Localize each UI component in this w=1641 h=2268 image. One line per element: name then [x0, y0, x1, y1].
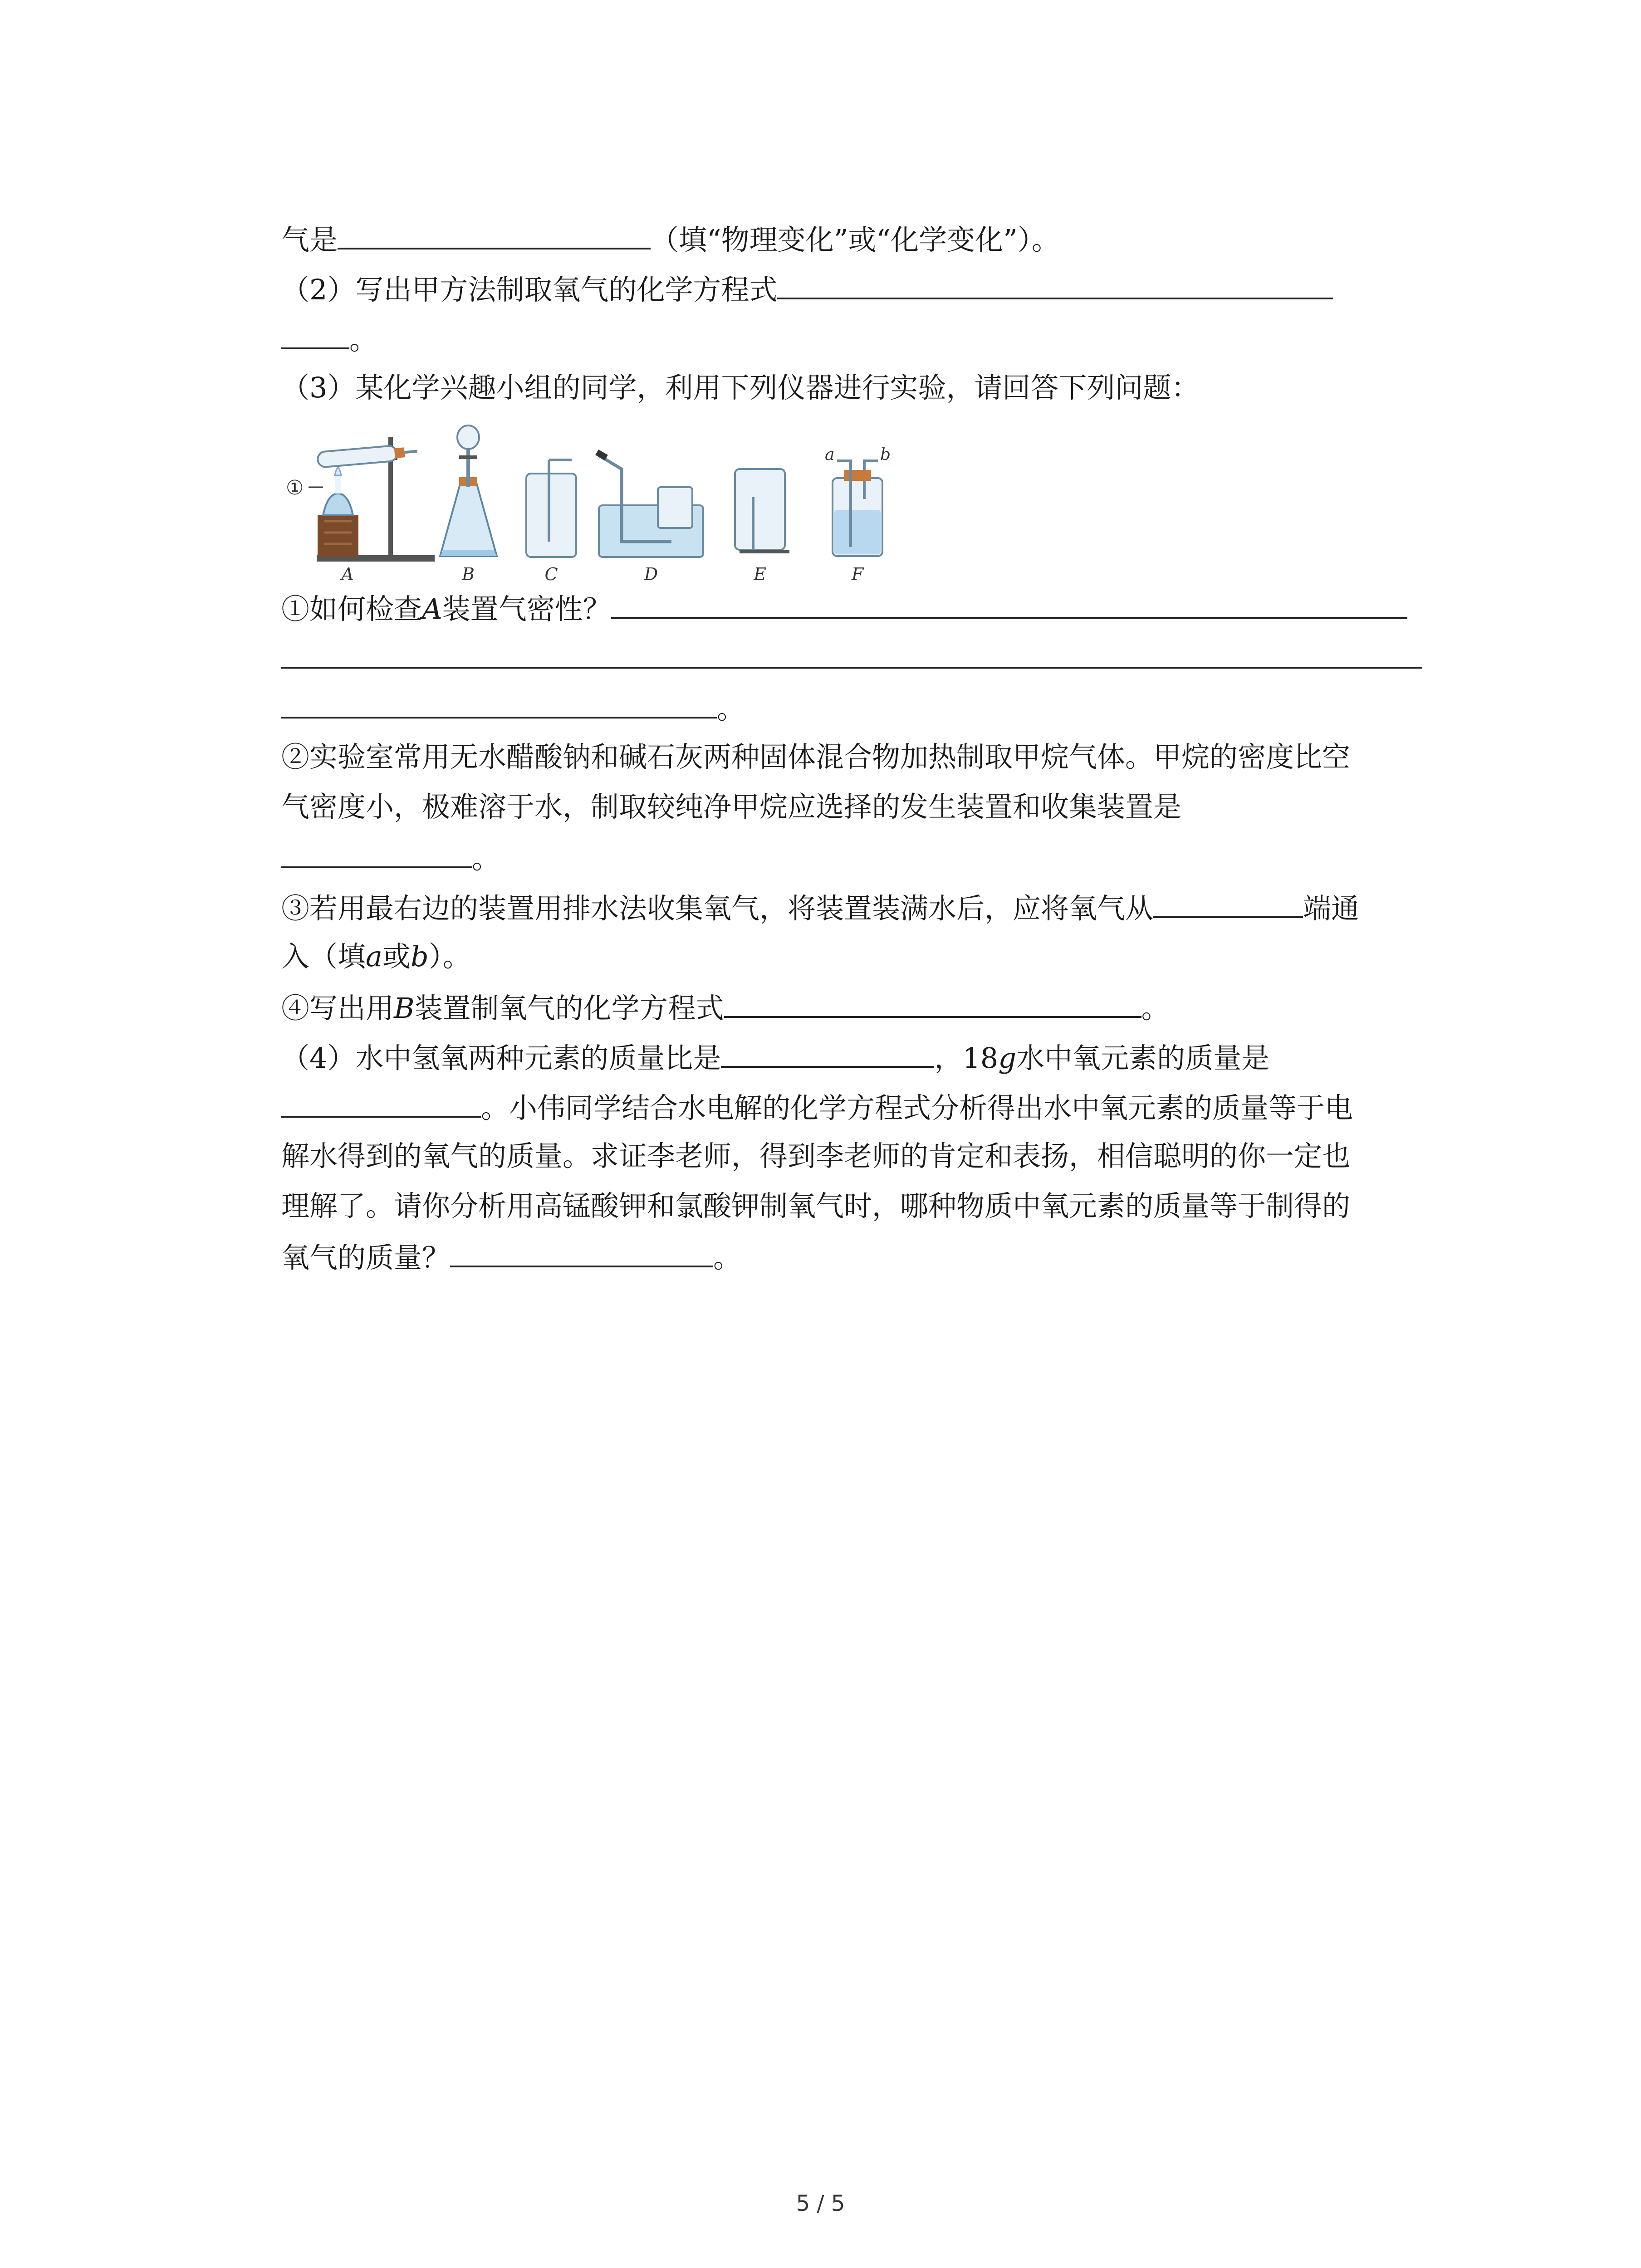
q1-line-2: [281, 632, 1443, 682]
text: 或: [382, 940, 411, 973]
apparatus-illustration: [281, 419, 926, 582]
apparatus-f: [825, 445, 891, 582]
text: 气是: [281, 223, 338, 256]
text: 。: [713, 1241, 742, 1274]
line-4: [281, 363, 1443, 413]
port-b: b: [880, 445, 891, 464]
part4-line-5: [281, 1231, 1443, 1281]
line-1: [281, 213, 1443, 263]
text: 氧气的质量？: [281, 1241, 451, 1274]
apparatus-figure: [281, 419, 926, 582]
page-number: 5 / 5: [796, 2191, 845, 2216]
apparatus-c: [526, 460, 576, 582]
answer-blank[interactable]: [777, 263, 1333, 299]
answer-blank[interactable]: [281, 682, 717, 719]
line-2: [281, 263, 1443, 313]
answer-blank[interactable]: [450, 1231, 713, 1267]
q2-line-2: [281, 782, 1443, 832]
label-c: C: [544, 564, 558, 582]
answer-blank[interactable]: [611, 582, 1407, 619]
text: ③若用最右边的装置用排水法收集氧气，将装置装满水后，应将氧气从: [281, 892, 1154, 925]
answer-blank[interactable]: [721, 1031, 934, 1068]
text: 装置制氧气的化学方程式: [414, 992, 724, 1025]
marker-1: ①: [286, 476, 304, 499]
text: （3）某化学兴趣小组的同学，利用下列仪器进行实验，请回答下列问题：: [281, 371, 1200, 404]
text: 。: [472, 842, 500, 875]
text: ）。: [428, 940, 471, 973]
label-f: F: [851, 564, 864, 582]
var-b: b: [411, 940, 429, 973]
text: 水中氧元素的质量是: [1016, 1041, 1270, 1075]
answer-blank[interactable]: [338, 213, 651, 249]
answer-blank[interactable]: [1153, 882, 1303, 918]
apparatus-d: [595, 450, 703, 582]
port-a: a: [825, 445, 835, 464]
text: 入（填: [281, 940, 366, 973]
var-g: g: [998, 1041, 1017, 1075]
text: （填“物理变化”或“化学变化”）。: [651, 223, 1060, 256]
apparatus-b: [440, 425, 497, 582]
answer-blank[interactable]: [724, 982, 1141, 1018]
text: 气密度小，极难溶于水，制取较纯净甲烷应选择的发生装置和收集装置是: [281, 790, 1182, 823]
text: ④写出用: [281, 992, 394, 1025]
text: ，18: [934, 1041, 999, 1075]
var-a: A: [422, 592, 442, 626]
part4-line-3: [281, 1131, 1443, 1181]
label-e: E: [754, 564, 766, 582]
apparatus-e: [735, 469, 789, 582]
text: ①如何检查: [281, 592, 422, 626]
text: 端通: [1303, 892, 1360, 925]
answer-blank[interactable]: [281, 632, 1422, 669]
label-d: D: [644, 564, 658, 582]
text: 解水得到的氧气的质量。求证李老师，得到李老师的肯定和表扬，相信聪明的你一定也: [281, 1139, 1351, 1173]
apparatus-a: [286, 437, 435, 582]
answer-blank[interactable]: [281, 313, 349, 349]
label-a: A: [341, 564, 354, 582]
var-b: B: [394, 992, 415, 1025]
q3-line-2: [281, 932, 1443, 982]
var-a: a: [366, 940, 382, 973]
label-b: B: [462, 564, 475, 582]
q4-line: [281, 982, 1443, 1031]
part4-line-1: [281, 1031, 1443, 1081]
q1-line-3: [281, 682, 1443, 732]
part4-line-4: [281, 1181, 1443, 1231]
line-3: [281, 313, 1443, 363]
text: ②实验室常用无水醋酸钠和碱石灰两种固体混合物加热制取甲烷气体。甲烷的密度比空: [281, 740, 1351, 773]
text: （4）水中氢氧两种元素的质量比是: [281, 1041, 721, 1075]
answer-blank[interactable]: [281, 832, 472, 868]
question-content: [281, 213, 1443, 1281]
q2-line-3: [281, 832, 1443, 882]
text: 。小伟同学结合水电解的化学方程式分析得出水中氧元素的质量等于电: [481, 1091, 1353, 1124]
q2-line-1: [281, 732, 1443, 782]
text: 装置气密性？: [442, 592, 611, 626]
q3-line-1: [281, 882, 1443, 932]
text: 理解了。请你分析用高锰酸钾和氯酸钾制氧气时，哪种物质中氧元素的质量等于制得的: [281, 1189, 1351, 1222]
answer-blank[interactable]: [281, 1081, 481, 1118]
text: 。: [349, 323, 378, 356]
text: 。: [717, 692, 745, 725]
text: （2）写出甲方法制取氧气的化学方程式: [281, 273, 778, 306]
part4-line-2: [281, 1081, 1443, 1131]
text: 。: [1141, 992, 1170, 1025]
q1-line-1: [281, 582, 1443, 632]
